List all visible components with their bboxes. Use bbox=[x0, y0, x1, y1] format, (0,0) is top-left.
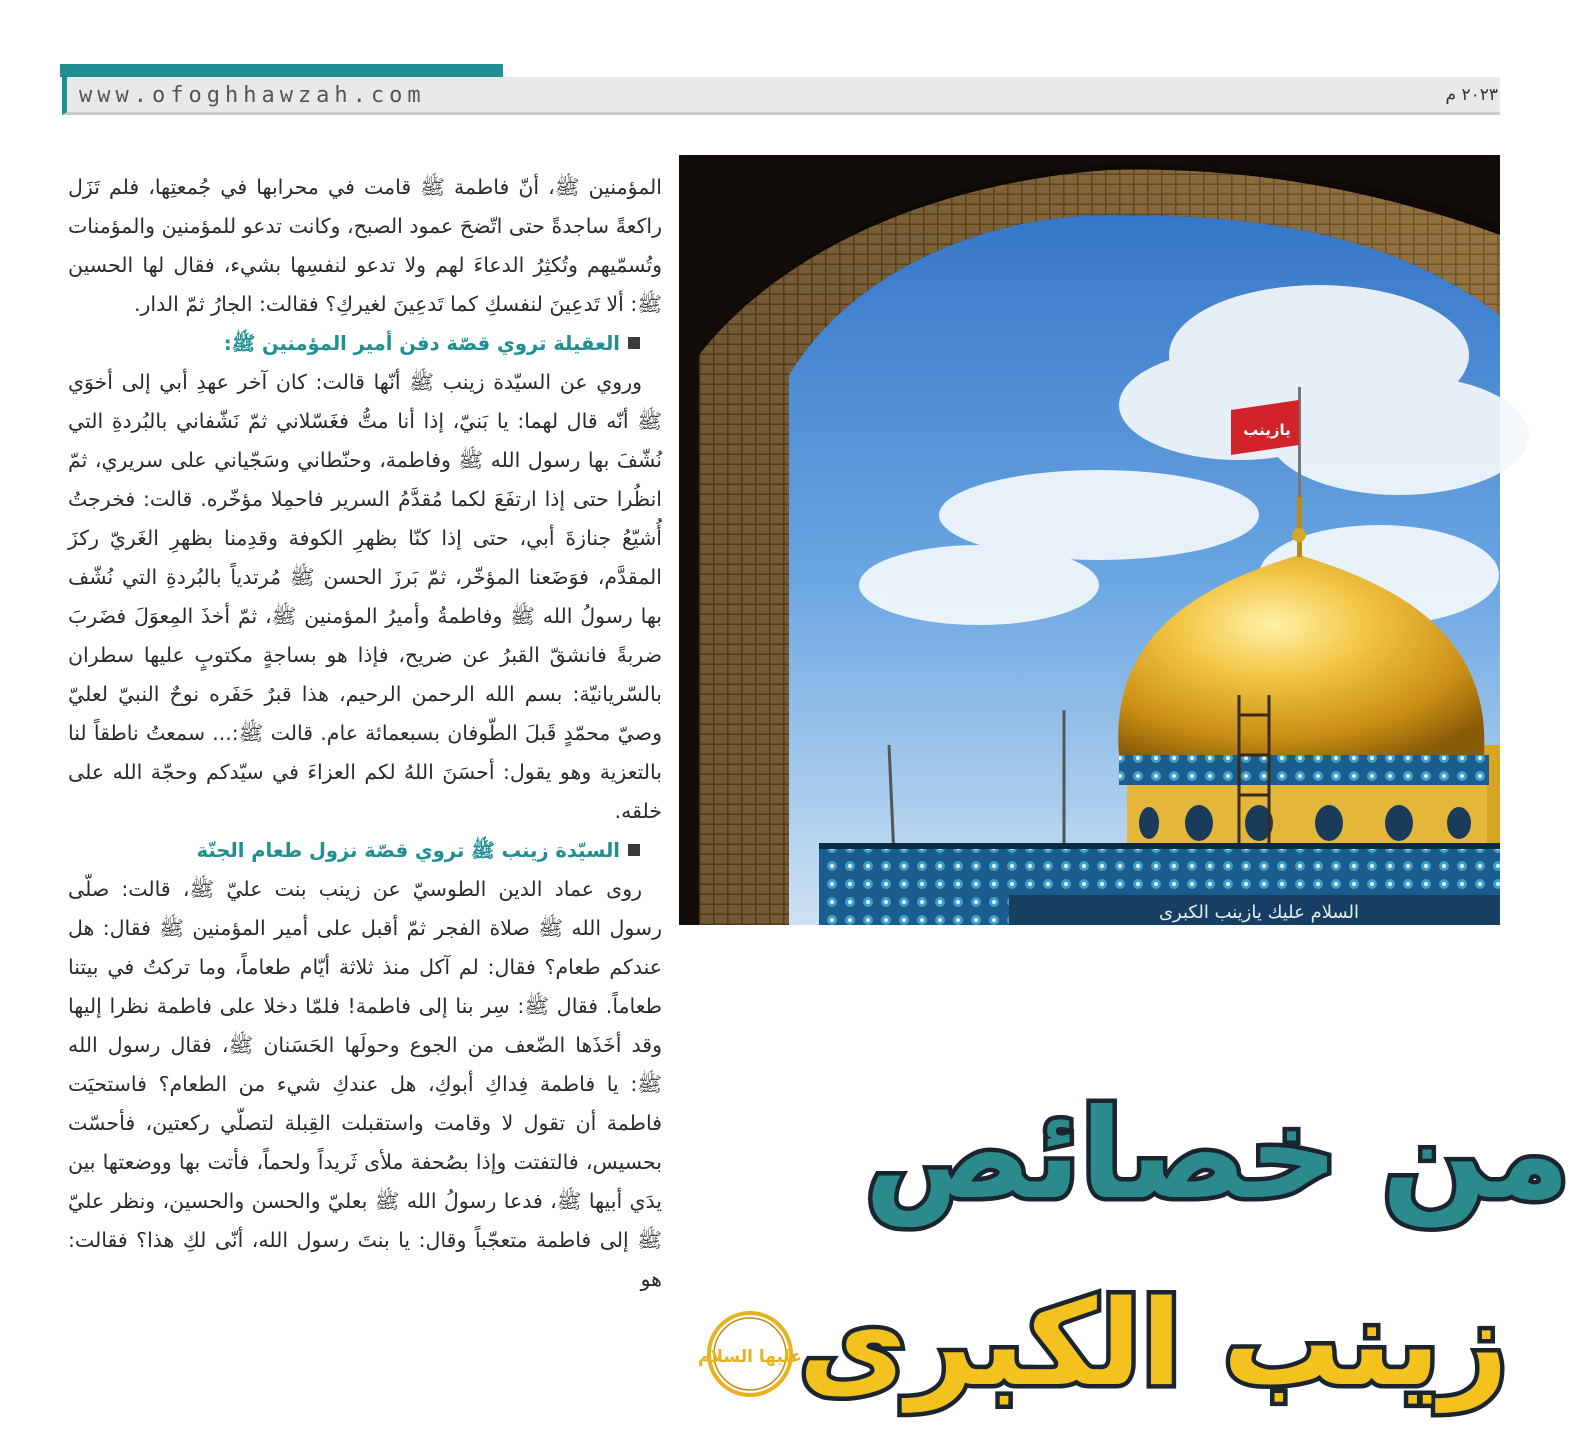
heading-bullet-icon bbox=[628, 844, 640, 856]
article-paragraph: روى عماد الدين الطوسيّ عن زينب بنت عليّ ﷺ، قالت: صلّى رسول الله ﷺ صلاة الفجر ثمّ أقبل على أمير المؤمنين ﷺ فقال: هل عندكم طعام؟ فقال: لم آكل منذ ثلاثة أيّام طعاماً، وما تركتُ في بيتنا طعاماً. فقال ﷺ: سِر بنا إلى فاطمة! فلمّا دخلا على فاطمة نظرا إليها وقد أخَذَها الضّعف من الجوع وحولَها الحَسَنان ﷺ، فقال رسول الله ﷺ: يا فاطمة فِداكِ أبوكِ، هل عندكِ شيء من الطعام؟ فاستحيَت فاطمة أن تقول لا وقامت واستقبلت القِبلة لتصلّي ركعتين، فأحسّت بحسيس، فالتفتت وإذا بصُحفة ملأى ثَريداً ولحماً، فأتت بها ووضعتها بين يدَي أبيها ﷺ، فدعا رسولُ الله ﷺ بعليّ والحسن والحسين، ونظر عليّ ﷺ إلى فاطمة متعجّباً وقال: يا بنتَ رسول الله، أنّى لكِ هذا؟ فقالت: هو bbox=[68, 877, 662, 1291]
article-column bbox=[68, 168, 662, 1299]
title-line-1 bbox=[864, 1080, 1570, 1230]
title-line-2 bbox=[798, 1268, 1508, 1428]
heading-bullet-icon bbox=[628, 337, 640, 349]
section-heading bbox=[68, 324, 662, 363]
article-paragraph: وروي عن السيّدة زينب ﷺ أنّها قالت: كان آخر عهدِ أبي إلى أخوَي ﷺ أنّه قال لهما: يا بَنيّ، إذا أنا متُّ فغَسّلاني ثمّ نَشّفاني بالبُردةِ التي نُشّفَ بها رسول الله ﷺ وفاطمة، وحنّطاني وسَجّياني على سريري، ثمّ انظُرا حتى إذا ارتفَعَ لكما مُقدَّمُ السرير فاحمِلا مؤخّره. قالت: فخرجتُ أُشيّعُ جنازةَ أبي، حتى إذا كنّا بظهرِ الكوفة وقدِمنا بظهرِ الغَريّ ركزَ المقدَّم، فوَضَعنا المؤخّر، ثمّ بَرزَ الحسن ﷺ مُرتدياً بالبُردةِ التي نُشّف بها رسولُ الله ﷺ وفاطمةُ وأميرُ المؤمنين ﷺ، ثمّ أخذَ المِعوَلَ فضَربَ ضربةً فانشقّ القبرُ عن ضريح، فإذا هو بساجةٍ مكتوبٍ عليها سطران بالسّريانيّة: بسم الله الرحمن الرحيم، هذا قبرٌ حَفَره نوحٌ النبيّ لعليّ وصيّ محمّدٍ قَبلَ الطّوفان بسبعمائة عام. قالت ﷺ:... سمعتُ ناطقاً لنا بالتعزية وهو يقول: أحسَنَ اللهُ لكم العزاءَ في سيّدكم وحجّة الله على خلقه. bbox=[68, 370, 662, 823]
title-line-2-text: زينب الكبرى bbox=[798, 1274, 1508, 1412]
flag-text: يازينب bbox=[1243, 421, 1291, 439]
section-heading-text: العقيلة تروي قصّة دفن أمير المؤمنين ﷺ: bbox=[223, 332, 620, 355]
title-line-1-text: من خصائص bbox=[864, 1083, 1570, 1227]
shrine-inscription: السلام عليك يازينب الكبرى bbox=[1158, 902, 1360, 923]
section-heading-text: السيّدة زينب ﷺ تروي قصّة نزول طعام الجنّة bbox=[196, 839, 620, 862]
shrine-photo bbox=[679, 155, 1500, 925]
header-accent-bar bbox=[60, 64, 503, 77]
header-bar bbox=[62, 77, 1500, 115]
site-url[interactable]: www.ofoghhawzah.com bbox=[79, 83, 426, 108]
honorific-calligraphy bbox=[696, 1308, 804, 1400]
issue-date: ٢٠٢٣ م bbox=[1445, 85, 1498, 105]
article-paragraph: المؤمنين ﷺ، أنّ فاطمة ﷺ قامت في محرابها في جُمعتِها، فلم تَزَل راكعةً ساجدةً حتى اتّضحَ عمود الصبح، وكانت تدعو للمؤمنين والمؤمنات وتُسمّيهم وتُكثِرُ الدعاءَ لهم ولا تدعو لنفسِها بشيء، فقال لها الحسين ﷺ: ألا تَدعِينَ لنفسكِ كما تَدعِينَ لغيركِ؟ فقالت: الجارُ ثمّ الدار. bbox=[68, 175, 662, 316]
honorific-text: عليها السلام bbox=[698, 1347, 802, 1367]
section-heading bbox=[68, 831, 662, 870]
